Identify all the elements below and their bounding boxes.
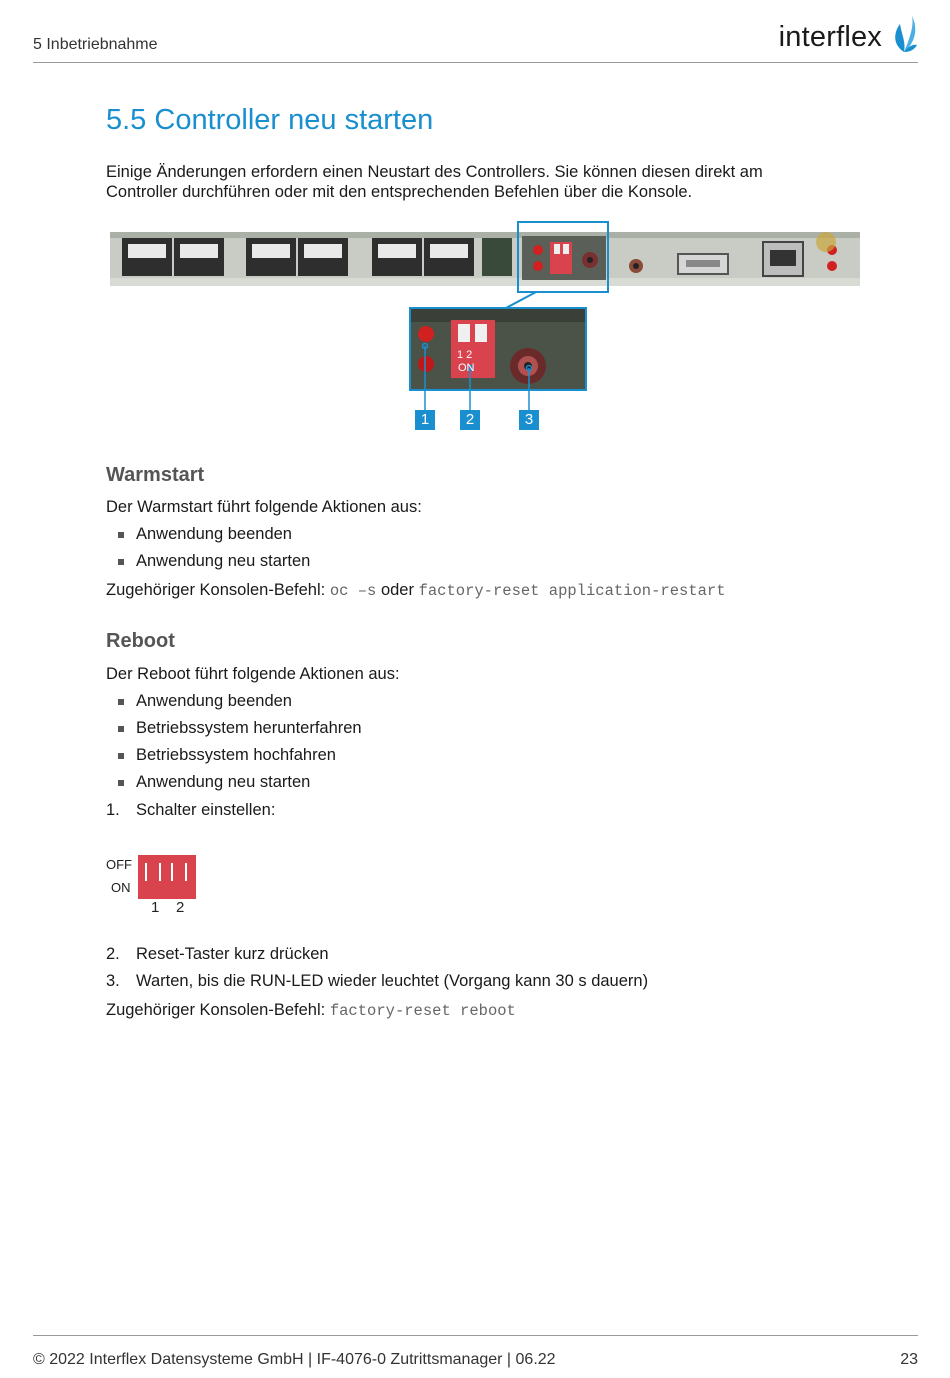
warmstart-command-line (106, 580, 726, 601)
bullet-marker (118, 726, 124, 732)
reboot-bullet (136, 773, 310, 792)
bullet-marker (118, 532, 124, 538)
callout-3: 3 (519, 410, 539, 430)
reboot-bullet (136, 719, 362, 738)
bullet-text: Betriebssystem herunterfahren (136, 719, 362, 737)
bullet-text: Anwendung beenden (136, 692, 292, 710)
step-text: Schalter einstellen: (136, 801, 276, 819)
interflex-logo (779, 14, 918, 52)
step-number: 3. (106, 972, 120, 990)
bullet-marker (118, 699, 124, 705)
dip-off-label: OFF (106, 857, 132, 872)
zoom-dip-on: ON (458, 362, 475, 374)
footer-copyright: © 2022 Interflex Datensysteme GmbH | IF-4076-0 Zutrittsmanager | 06.22 (33, 1351, 556, 1368)
dip-number-2: 2 (176, 899, 185, 916)
dip-number-1: 1 (151, 899, 160, 916)
step-number: 1. (106, 801, 120, 819)
intro-line-1: Einige Änderungen erfordern einen Neustart des Controllers. Sie können diesen direkt am (106, 163, 763, 181)
callout-2: 2 (460, 410, 480, 430)
warmstart-heading: Warmstart (106, 464, 205, 486)
reboot-command-line (106, 1000, 516, 1021)
section-title: 5.5 Controller neu starten (106, 104, 434, 136)
logo-wordmark: interflex (778, 21, 882, 53)
reboot-bullet (136, 692, 292, 711)
command-label: Zugehöriger Konsolen-Befehl: (106, 1001, 326, 1019)
bullet-marker (118, 559, 124, 565)
warmstart-bullet (136, 552, 310, 571)
bullet-marker (118, 753, 124, 759)
footer-rule (33, 1335, 918, 1336)
dip-switch-icon (138, 855, 196, 899)
bullet-text: Anwendung beenden (136, 525, 292, 543)
warmstart-bullet (136, 525, 292, 544)
bullet-text: Anwendung neu starten (136, 773, 311, 791)
command-or: oder (380, 581, 414, 599)
zoom-dip-numbers: 1 2 (457, 349, 473, 361)
command-label: Zugehöriger Konsolen-Befehl: (106, 581, 326, 599)
bullet-marker (118, 780, 124, 786)
step-number: 2. (106, 945, 120, 963)
step-text: Warten, bis die RUN-LED wieder leuchtet (Vorgang kann 30 s dauern) (136, 972, 649, 990)
bullet-text: Betriebssystem hochfahren (136, 746, 336, 764)
step-text: Reset-Taster kurz drücken (136, 945, 329, 963)
reboot-intro: Der Reboot führt folgende Aktionen aus: (106, 665, 400, 683)
running-header: 5 Inbetriebnahme (33, 36, 158, 53)
bullet-text: Anwendung neu starten (136, 552, 311, 570)
page-number: 23 (900, 1351, 918, 1368)
warmstart-intro: Der Warmstart führt folgende Aktionen aus: (106, 498, 422, 516)
controller-board-figure (108, 220, 864, 434)
intro-line-2: Controller durchführen oder mit den entsprechenden Befehlen über die Konsole. (106, 183, 693, 201)
dip-on-label: ON (111, 880, 131, 895)
callout-1: 1 (415, 410, 435, 430)
butterfly-icon (884, 14, 918, 54)
command-factory-reset: factory-reset application-restart (418, 582, 726, 600)
header-rule (33, 62, 918, 63)
reboot-bullet (136, 746, 336, 765)
reboot-heading: Reboot (106, 630, 175, 652)
command-factory-reset-reboot: factory-reset reboot (329, 1002, 516, 1020)
command-oc: oc –s (329, 582, 377, 600)
